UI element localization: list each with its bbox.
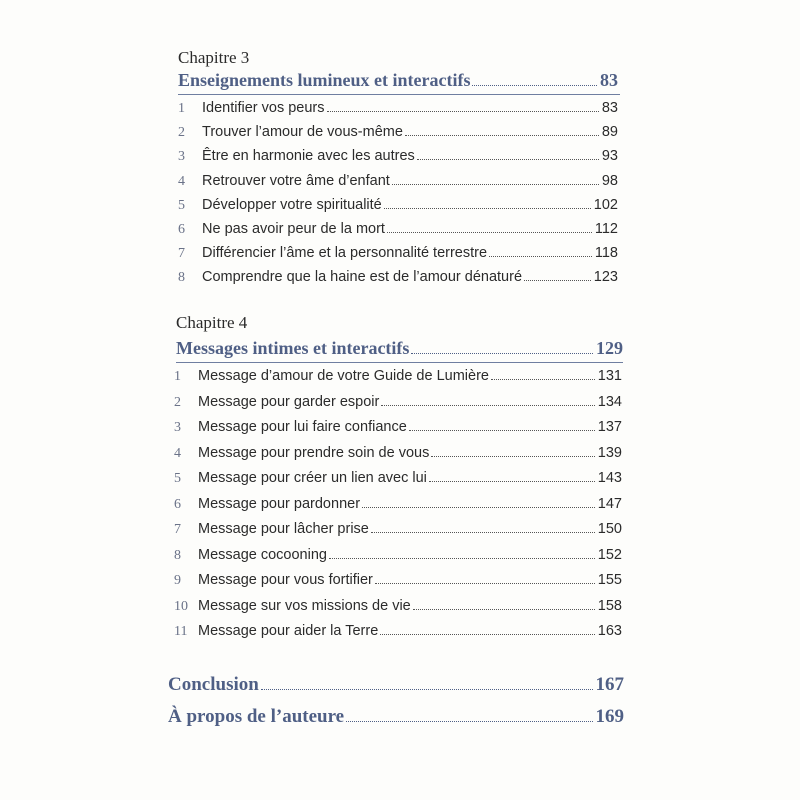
entry-number: 1 xyxy=(174,369,181,384)
leader-dots xyxy=(329,558,595,559)
toc-entry[interactable] xyxy=(174,394,622,411)
toc-entry[interactable] xyxy=(178,173,618,190)
toc-entry[interactable] xyxy=(174,368,622,385)
leader-dots xyxy=(409,430,595,431)
entry-page: 163 xyxy=(597,623,622,639)
entry-title: Ne pas avoir peur de la mort xyxy=(202,221,385,237)
leader-dots xyxy=(411,353,593,354)
entry-number: 3 xyxy=(174,420,181,435)
toc-entry[interactable] xyxy=(174,623,622,640)
leader-dots xyxy=(327,111,599,112)
toc-entry[interactable] xyxy=(174,470,622,487)
entry-number: 6 xyxy=(178,222,185,237)
entry-page: 158 xyxy=(597,597,622,614)
entry-page: 150 xyxy=(597,521,622,537)
chapter-4-divider xyxy=(176,362,623,363)
leader-dots xyxy=(392,184,599,185)
leader-dots xyxy=(380,634,595,635)
entry-title: Identifier vos peurs xyxy=(202,100,325,116)
entry-page: 152 xyxy=(597,546,622,563)
chapter-3-divider xyxy=(178,94,620,95)
entry-title: Message sur vos missions de vie xyxy=(198,597,411,614)
entry-title: Différencier l’âme et la personnalité terrestre xyxy=(202,245,488,262)
leader-dots xyxy=(429,481,595,482)
toc-entry[interactable] xyxy=(178,221,618,238)
toc-entry[interactable] xyxy=(178,124,618,141)
entry-page: 137 xyxy=(597,419,622,435)
entry-number: 5 xyxy=(174,471,181,486)
entry-number: 9 xyxy=(174,573,181,588)
entry-number: 2 xyxy=(178,125,185,141)
leader-dots xyxy=(261,689,593,690)
entry-page: 147 xyxy=(597,495,622,512)
leader-dots xyxy=(524,280,591,281)
about-author-title: À propos de l’auteure xyxy=(168,706,345,727)
entry-title: Retrouver votre âme d’enfant xyxy=(202,172,390,189)
leader-dots xyxy=(384,208,591,209)
entry-title: Message pour lâcher prise xyxy=(198,521,369,537)
entry-number: 8 xyxy=(178,270,185,286)
entry-page: 89 xyxy=(601,124,618,141)
leader-dots xyxy=(413,609,595,610)
entry-number: 10 xyxy=(174,598,188,614)
entry-number: 7 xyxy=(174,522,181,537)
entry-title: Message pour vous fortifier xyxy=(198,572,373,588)
entry-title: Trouver l’amour de vous-même xyxy=(202,124,403,141)
toc-entry[interactable] xyxy=(178,269,618,286)
entry-page: 93 xyxy=(601,148,618,165)
chapter-3-title-row[interactable] xyxy=(178,70,618,91)
entry-title: Être en harmonie avec les autres xyxy=(202,148,415,165)
toc-entry[interactable] xyxy=(174,598,622,615)
entry-page: 139 xyxy=(597,444,622,461)
leader-dots xyxy=(371,532,595,533)
toc-entry[interactable] xyxy=(178,197,618,214)
entry-title: Message pour pardonner xyxy=(198,495,361,512)
entry-page: 98 xyxy=(601,172,618,189)
leader-dots xyxy=(405,135,599,136)
leader-dots xyxy=(381,405,594,406)
chapter-3-title: Enseignements lumineux et interactifs xyxy=(178,70,471,90)
entry-number: 3 xyxy=(178,149,185,165)
leader-dots xyxy=(431,456,594,457)
entry-page: 143 xyxy=(597,470,622,486)
toc-entry[interactable] xyxy=(174,445,622,462)
entry-title: Développer votre spiritualité xyxy=(202,196,382,213)
leader-dots xyxy=(472,85,597,86)
chapter-3-page: 83 xyxy=(600,70,618,90)
entry-page: 155 xyxy=(597,572,622,588)
entry-number: 7 xyxy=(178,246,185,262)
toc-entry[interactable] xyxy=(174,572,622,589)
toc-entry[interactable] xyxy=(178,148,618,165)
entry-number: 5 xyxy=(178,197,185,213)
leader-dots xyxy=(387,232,592,233)
entry-page: 112 xyxy=(594,221,618,237)
conclusion-page: 167 xyxy=(595,674,624,695)
entry-title: Message pour prendre soin de vous xyxy=(198,444,430,461)
entry-number: 2 xyxy=(174,394,181,410)
entry-page: 131 xyxy=(597,368,622,384)
entry-number: 4 xyxy=(174,445,181,461)
entry-title: Message pour créer un lien avec lui xyxy=(198,470,427,486)
toc-entry[interactable] xyxy=(174,419,622,436)
entry-title: Message pour garder espoir xyxy=(198,393,380,410)
entry-number: 6 xyxy=(174,496,181,512)
conclusion-row[interactable] xyxy=(168,674,624,696)
entry-page: 123 xyxy=(593,269,618,286)
entry-number: 11 xyxy=(174,624,188,639)
toc-entry[interactable] xyxy=(174,547,622,564)
chapter-3-label: Chapitre 3 xyxy=(178,48,250,67)
entry-number: 1 xyxy=(178,101,185,116)
chapter-4-title-row[interactable] xyxy=(176,338,623,359)
entry-page: 102 xyxy=(593,196,618,213)
chapter-4-label: Chapitre 4 xyxy=(176,313,248,332)
toc-entry[interactable] xyxy=(178,245,618,262)
entry-number: 4 xyxy=(178,173,185,189)
chapter-4-title: Messages intimes et interactifs xyxy=(176,338,410,358)
toc-entry[interactable] xyxy=(174,521,622,538)
leader-dots xyxy=(491,379,595,380)
leader-dots xyxy=(362,507,595,508)
about-author-page: 169 xyxy=(595,706,624,727)
toc-entry[interactable] xyxy=(178,100,618,117)
toc-entry[interactable] xyxy=(174,496,622,513)
entry-title: Message pour aider la Terre xyxy=(198,623,379,639)
leader-dots xyxy=(346,721,592,722)
leader-dots xyxy=(375,583,595,584)
entry-page: 83 xyxy=(601,100,618,116)
entry-number: 8 xyxy=(174,547,181,563)
chapter-4-page: 129 xyxy=(596,338,623,358)
about-author-row[interactable] xyxy=(168,706,624,728)
entry-title: Comprendre que la haine est de l’amour dénaturé xyxy=(202,269,523,286)
leader-dots xyxy=(489,256,592,257)
conclusion-title: Conclusion xyxy=(168,674,259,695)
leader-dots xyxy=(417,159,599,160)
entry-title: Message d’amour de votre Guide de Lumière xyxy=(198,368,489,384)
entry-page: 118 xyxy=(594,245,618,262)
entry-title: Message cocooning xyxy=(198,546,327,563)
entry-page: 134 xyxy=(597,393,622,410)
entry-title: Message pour lui faire confiance xyxy=(198,419,407,435)
